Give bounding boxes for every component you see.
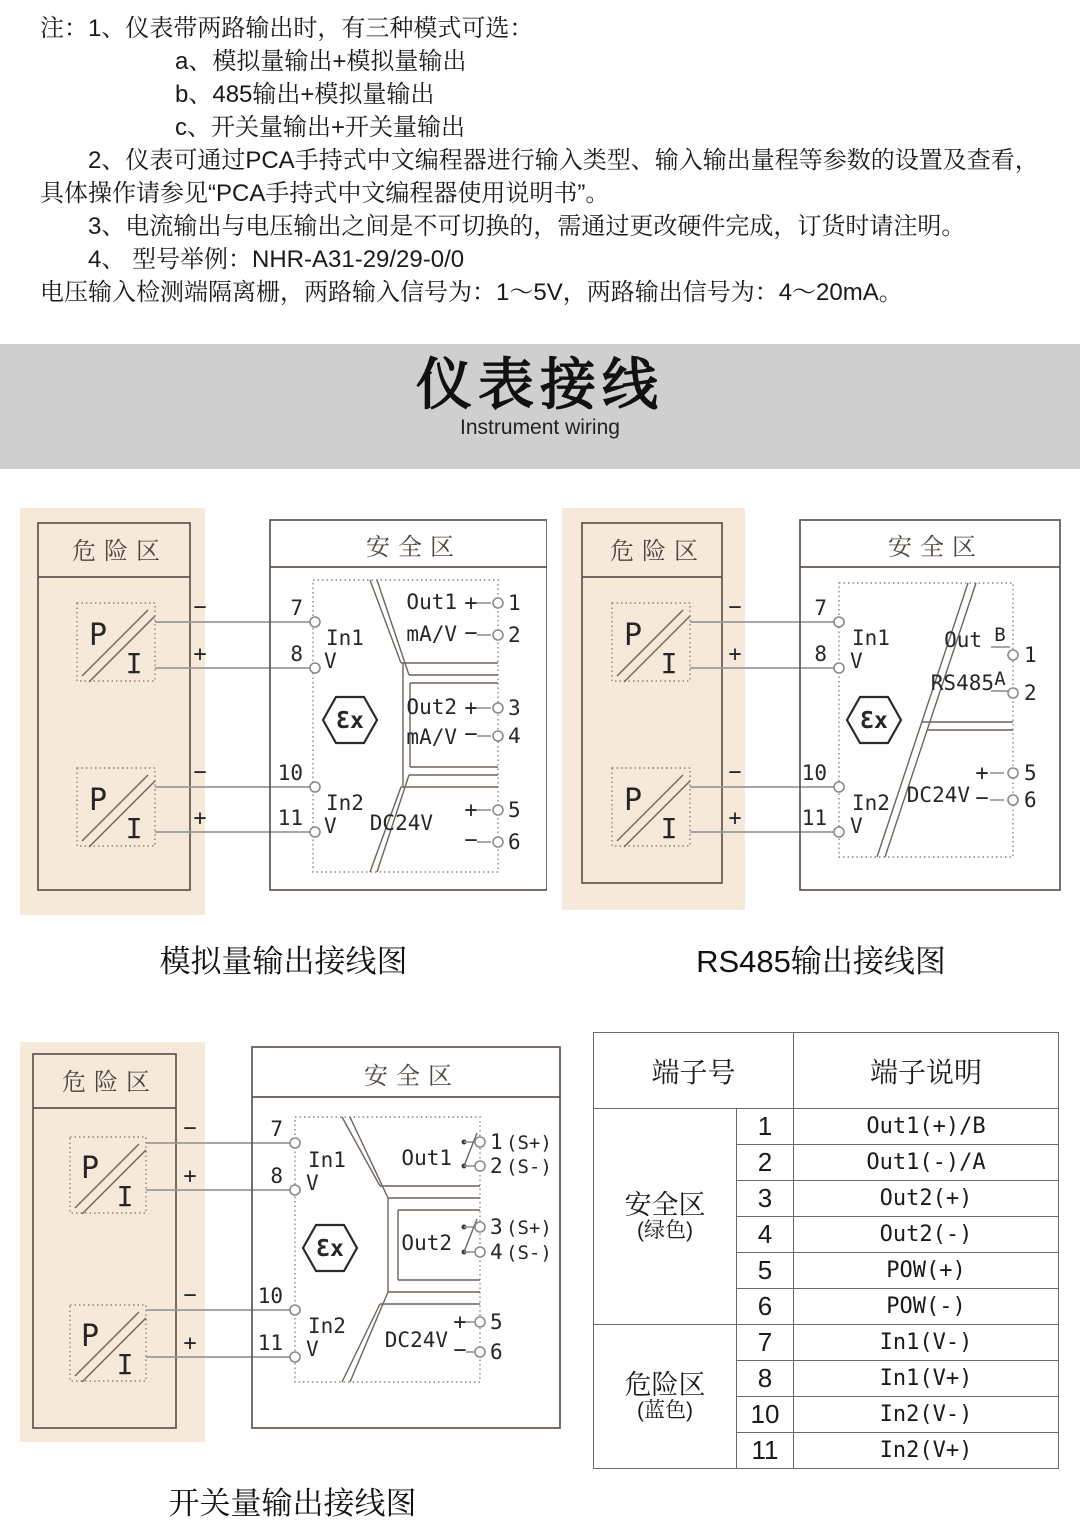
switch-contact-icon: [462, 1219, 478, 1255]
hazard-zone-label: 危险区: [72, 537, 168, 565]
terminal-desc: In1(V-): [794, 1325, 1059, 1361]
in1-label: In1: [308, 1148, 346, 1172]
terminal-desc: POW(-): [794, 1289, 1059, 1325]
sensor-i-label: I: [116, 1180, 134, 1213]
switch-contact-icon: [462, 1133, 478, 1169]
note-line: 2、仪表可通过PCA手持式中文编程器进行输入类型、输入输出量程等参数的设置及查看，: [88, 147, 1039, 174]
zone-label: 危险区: [624, 1369, 706, 1400]
terminal-7-label: 7: [290, 596, 303, 620]
terminal-4-label: 4: [490, 1240, 503, 1264]
rs485-a-label: A: [994, 668, 1006, 690]
polarity-label: −: [728, 760, 742, 785]
terminal-8-label: 8: [814, 642, 827, 666]
out1-label: Out1: [401, 1146, 452, 1170]
table-row: [594, 1109, 1059, 1145]
note-line: c、开关量输出+开关量输出: [175, 114, 466, 141]
terminal-no: 7: [737, 1325, 794, 1361]
terminal-table: [593, 1032, 1059, 1469]
polarity-label: −: [464, 722, 478, 747]
terminal-desc: In1(V+): [794, 1361, 1059, 1397]
sensor-p-label: P: [623, 783, 643, 818]
hazard-zone-background: [562, 508, 745, 910]
terminal-no: 11: [737, 1433, 794, 1469]
terminal-4-label: 4: [508, 724, 521, 748]
dc24v-label: DC24V: [369, 811, 433, 835]
polarity-label: −: [193, 760, 207, 785]
in2-label: In2: [326, 791, 364, 815]
in1-label: In1: [326, 626, 364, 650]
section-title: 仪表接线: [416, 353, 664, 416]
terminal-no: 2: [737, 1145, 794, 1181]
out2-unit-label: mA/V: [406, 725, 457, 749]
terminal-desc: POW(+): [794, 1253, 1059, 1289]
terminal-1-label: 1: [1024, 643, 1037, 667]
sensor-p-label: P: [623, 618, 643, 653]
dc24v-label: DC24V: [906, 783, 970, 807]
out2-label: Out2: [401, 1231, 452, 1255]
terminal-no: 8: [737, 1361, 794, 1397]
polarity-label: +: [464, 798, 478, 823]
sensor-i-label: I: [116, 1348, 134, 1381]
analog-diagram-caption: 模拟量输出接线图: [159, 944, 408, 979]
terminal-5-label: 5: [1024, 761, 1037, 785]
polarity-label: −: [183, 1283, 197, 1308]
terminal-10-label: 10: [801, 761, 827, 785]
v-label: V: [306, 1337, 319, 1361]
polarity-label: −: [464, 828, 478, 853]
in2-label: In2: [852, 791, 890, 815]
terminal-desc: In2(V+): [794, 1433, 1059, 1469]
polarity-label: −: [193, 595, 207, 620]
terminal-6-label: 6: [1024, 788, 1037, 812]
note-line: 具体操作请参见“PCA手持式中文编程器使用说明书”。: [40, 180, 610, 207]
note-line: 注：1、仪表带两路输出时，有三种模式可选：: [40, 15, 534, 42]
polarity-label: +: [464, 591, 478, 616]
safe-zone-label: 安全区: [366, 533, 462, 561]
zone-label: 安全区: [624, 1189, 706, 1220]
ex-icon: [323, 697, 377, 743]
zone-color-label: (绿色): [637, 1219, 693, 1243]
ex-icon: [847, 697, 901, 743]
sensor-p-label: P: [88, 783, 108, 818]
terminal-11-label: 11: [257, 1331, 283, 1355]
polarity-label: +: [193, 642, 207, 667]
s-plus-label: (S+): [506, 1217, 552, 1239]
terminal-1-label: 1: [508, 591, 521, 615]
out2-label: Out2: [406, 695, 457, 719]
note-line: 4、 型号举例：NHR-A31-29/29-0/0: [88, 246, 465, 273]
terminal-no-header: 端子号: [594, 1033, 794, 1109]
zone-color-label: (蓝色): [637, 1399, 693, 1423]
hazard-zone-label: 危险区: [62, 1068, 158, 1096]
zone-cell-hazard: [594, 1325, 737, 1469]
section-banner: [0, 344, 1080, 469]
sensor-i-label: I: [660, 812, 678, 845]
terminal-no: 5: [737, 1253, 794, 1289]
polarity-label: −: [183, 1116, 197, 1141]
analog-output-diagram: [20, 505, 547, 917]
terminal-8-label: 8: [270, 1164, 283, 1188]
ex-label: Ɛx: [336, 708, 364, 734]
sensor-p-label: P: [88, 618, 108, 653]
out1-unit-label: mA/V: [406, 622, 457, 646]
ex-icon: [303, 1225, 357, 1271]
terminal-10-label: 10: [257, 1284, 283, 1308]
sensor-p-label: P: [80, 1319, 100, 1354]
terminal-no: 3: [737, 1181, 794, 1217]
note-line: 3、电流输出与电压输出之间是不可切换的，需通过更改硬件完成，订货时请注明。: [88, 213, 966, 240]
polarity-label: +: [728, 642, 742, 667]
sensor-p-label: P: [80, 1151, 100, 1186]
in1-label: In1: [852, 626, 890, 650]
polarity-label: −: [453, 1338, 467, 1363]
sensor-i-label: I: [660, 647, 678, 680]
note-line: 电压输入检测端隔离栅，两路输入信号为：1～5V，两路输出信号为：4～20mA。: [40, 279, 903, 306]
terminal-desc: In2(V-): [794, 1397, 1059, 1433]
table-row: [594, 1325, 1059, 1361]
terminal-desc: Out2(+): [794, 1181, 1059, 1217]
zone-cell-safe: [594, 1109, 737, 1325]
v-label: V: [324, 814, 337, 838]
v-label: V: [850, 649, 863, 673]
polarity-label: +: [728, 806, 742, 831]
notes-block: [40, 12, 1070, 309]
terminal-1-label: 1: [490, 1130, 503, 1154]
polarity-label: +: [453, 1310, 467, 1335]
terminal-10-label: 10: [277, 761, 303, 785]
s-minus-label: (S-): [506, 1156, 552, 1178]
section-subtitle: Instrument wiring: [460, 415, 620, 439]
rs485-out-label: Out: [944, 628, 982, 652]
polarity-label: +: [183, 1164, 197, 1189]
terminal-5-label: 5: [508, 798, 521, 822]
s-minus-label: (S-): [506, 1242, 552, 1264]
polarity-label: +: [464, 696, 478, 721]
terminal-2-label: 2: [1024, 681, 1037, 705]
terminal-5-label: 5: [490, 1310, 503, 1334]
polarity-label: +: [975, 761, 989, 786]
v-label: V: [850, 814, 863, 838]
polarity-label: +: [183, 1331, 197, 1356]
polarity-label: −: [464, 621, 478, 646]
hazard-zone-background: [20, 508, 205, 915]
safe-zone-label: 安全区: [364, 1062, 460, 1090]
terminal-3-label: 3: [490, 1215, 503, 1239]
terminal-6-label: 6: [490, 1340, 503, 1364]
ex-label: Ɛx: [860, 708, 888, 734]
ex-label: Ɛx: [316, 1236, 344, 1262]
in2-label: In2: [308, 1314, 346, 1338]
terminal-3-label: 3: [508, 696, 521, 720]
rs485-output-diagram: [562, 505, 1080, 917]
dc24v-label: DC24V: [384, 1328, 448, 1352]
terminal-desc-header: 端子说明: [794, 1033, 1059, 1109]
v-label: V: [324, 649, 337, 673]
polarity-label: −: [975, 786, 989, 811]
terminal-7-label: 7: [270, 1117, 283, 1141]
terminal-no: 1: [737, 1109, 794, 1145]
v-label: V: [306, 1171, 319, 1195]
out1-label: Out1: [406, 590, 457, 614]
note-line: b、485输出+模拟量输出: [175, 81, 435, 108]
terminal-11-label: 11: [801, 806, 827, 830]
terminal-6-label: 6: [508, 830, 521, 854]
terminal-7-label: 7: [814, 596, 827, 620]
isolation-barrier: [877, 583, 1013, 857]
terminal-2-label: 2: [508, 623, 521, 647]
terminal-8-label: 8: [290, 642, 303, 666]
hazard-zone-background: [20, 1042, 205, 1442]
terminal-desc: Out1(+)/B: [794, 1109, 1059, 1145]
switch-diagram-caption: 开关量输出接线图: [168, 1486, 417, 1521]
safe-zone-label: 安全区: [888, 533, 984, 561]
terminal-no: 10: [737, 1397, 794, 1433]
terminal-desc: Out1(-)/A: [794, 1145, 1059, 1181]
switch-output-diagram: [20, 1030, 565, 1470]
note-line: a、模拟量输出+模拟量输出: [175, 48, 467, 75]
rs485-diagram-caption: RS485输出接线图: [696, 944, 946, 979]
rs485-b-label: B: [994, 624, 1006, 646]
polarity-label: −: [728, 595, 742, 620]
polarity-label: +: [193, 806, 207, 831]
hazard-zone-label: 危险区: [610, 537, 706, 565]
terminal-11-label: 11: [277, 806, 303, 830]
terminal-2-label: 2: [490, 1154, 503, 1178]
terminal-desc: Out2(-): [794, 1217, 1059, 1253]
s-plus-label: (S+): [506, 1132, 552, 1154]
sensor-i-label: I: [125, 812, 143, 845]
terminal-no: 6: [737, 1289, 794, 1325]
rs485-bus-label: RS485: [930, 671, 994, 695]
terminal-no: 4: [737, 1217, 794, 1253]
sensor-i-label: I: [125, 647, 143, 680]
